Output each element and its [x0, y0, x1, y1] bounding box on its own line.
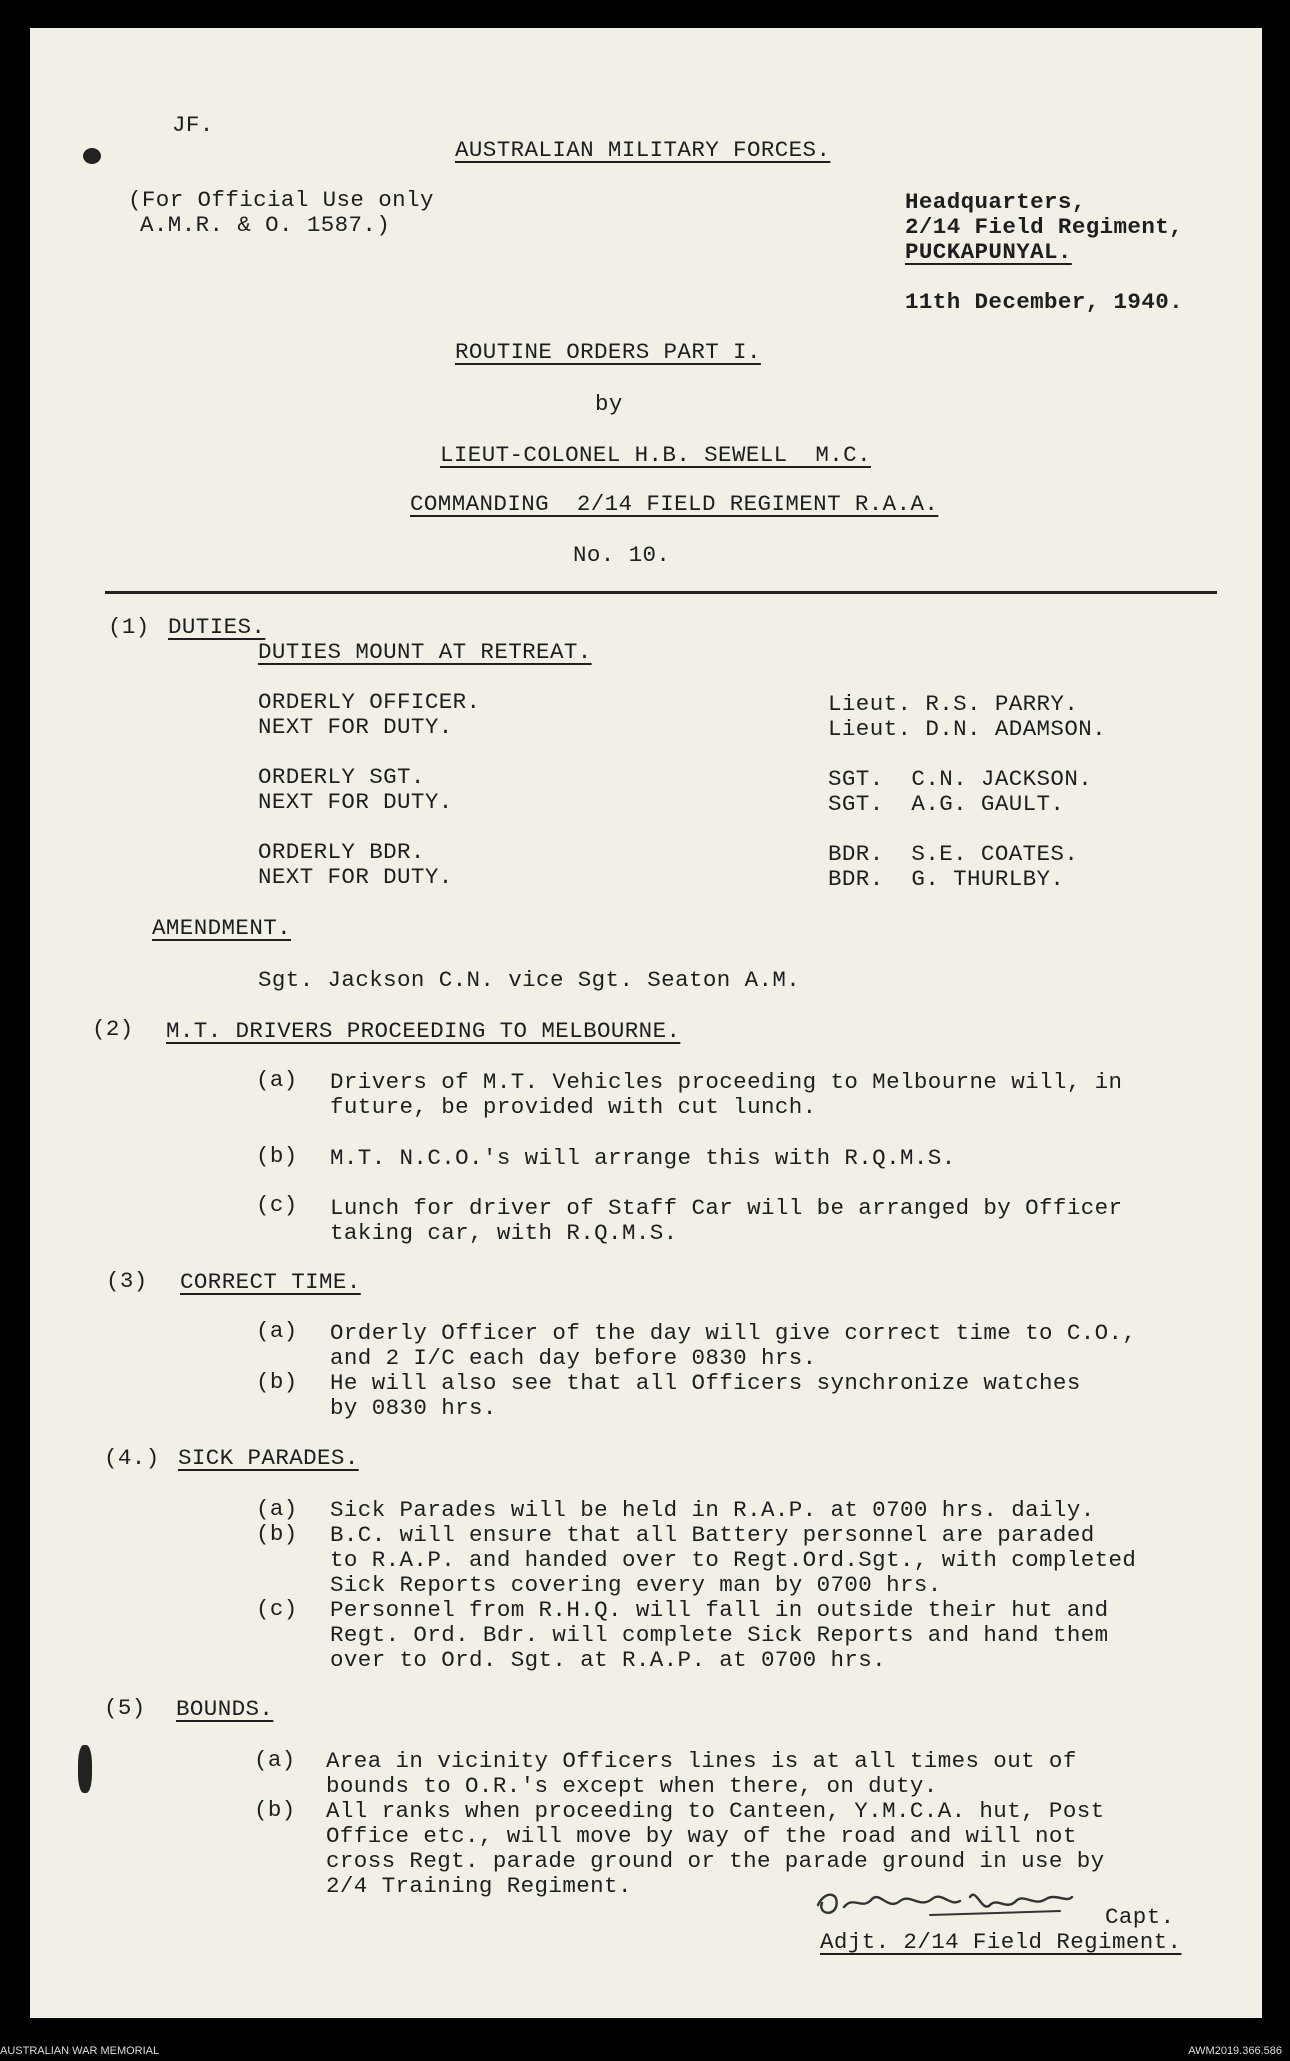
order-title: ROUTINE ORDERS PART I. [455, 339, 761, 365]
item-label: (a) [256, 1496, 298, 1522]
official-use-line2: A.M.R. & O. 1587.) [140, 212, 391, 238]
item-text: All ranks when proceeding to Canteen, Y.M.C.A. hut, Post [326, 1798, 1105, 1824]
section2-number: (2) [92, 1016, 134, 1042]
duty-name: SGT. C.N. JACKSON. [828, 766, 1093, 792]
section1-number: (1) [108, 614, 150, 640]
order-by: by [595, 391, 623, 417]
section1-heading: DUTIES. [168, 614, 266, 640]
punch-mark-bottom [78, 1745, 92, 1793]
duty-name: BDR. S.E. COATES. [828, 841, 1079, 867]
item-label: (c) [256, 1596, 298, 1622]
amendment-heading: AMENDMENT. [152, 915, 292, 941]
divider-rule [105, 591, 1217, 594]
item-text: to R.A.P. and handed over to Regt.Ord.Sgt., with completed [330, 1547, 1137, 1573]
item-text: bounds to O.R.'s except when there, on duty. [326, 1773, 938, 1799]
section2-heading: M.T. DRIVERS PROCEEDING TO MELBOURNE. [166, 1018, 681, 1044]
hq-line2: 2/14 Field Regiment, [905, 214, 1184, 240]
duty-role: NEXT FOR DUTY. [258, 789, 453, 815]
item-text: Sick Reports covering every man by 0700 hrs. [330, 1572, 942, 1598]
handwritten-signature [810, 1877, 1100, 1927]
duty-role: ORDERLY SGT. [258, 764, 425, 790]
item-text: by 0830 hrs. [330, 1395, 497, 1421]
section3-heading: CORRECT TIME. [180, 1269, 361, 1295]
item-text: Sick Parades will be held in R.A.P. at 0700 hrs. daily. [330, 1497, 1095, 1523]
section4-number: (4.) [104, 1445, 160, 1471]
regiment-line: COMMANDING 2/14 FIELD REGIMENT R.A.A. [410, 491, 939, 517]
item-label: (c) [256, 1192, 298, 1218]
archive-reference: AWM2019.366.586 [1188, 2045, 1282, 2057]
duty-role: NEXT FOR DUTY. [258, 714, 453, 740]
commanding-officer: LIEUT-COLONEL H.B. SEWELL M.C. [440, 442, 871, 468]
section5-number: (5) [104, 1695, 146, 1721]
item-text: Drivers of M.T. Vehicles proceeding to Melbourne will, in [330, 1069, 1123, 1095]
item-label: (b) [254, 1797, 296, 1823]
item-text: taking car, with R.Q.M.S. [330, 1220, 678, 1246]
official-use-line1: (For Official Use only [128, 187, 434, 213]
org-title: AUSTRALIAN MILITARY FORCES. [455, 137, 831, 163]
item-label: (a) [254, 1747, 296, 1773]
item-text: Personnel from R.H.Q. will fall in outside their hut and [330, 1597, 1109, 1623]
signatory-appointment: Adjt. 2/14 Field Regiment. [820, 1929, 1182, 1955]
archive-credit: AUSTRALIAN WAR MEMORIAL [0, 2045, 160, 2057]
duty-name: Lieut. R.S. PARRY. [828, 691, 1079, 717]
item-text: Orderly Officer of the day will give correct time to C.O., [330, 1320, 1137, 1346]
item-text: cross Regt. parade ground or the parade ground in use by [326, 1848, 1105, 1874]
item-text: B.C. will ensure that all Battery personnel are paraded [330, 1522, 1095, 1548]
item-text: Office etc., will move by way of the road and will not [326, 1823, 1077, 1849]
item-text: and 2 I/C each day before 0830 hrs. [330, 1345, 817, 1371]
item-text: Regt. Ord. Bdr. will complete Sick Reports and hand them [330, 1622, 1109, 1648]
duty-name: SGT. A.G. GAULT. [828, 791, 1065, 817]
section3-number: (3) [106, 1268, 148, 1294]
item-label: (b) [256, 1521, 298, 1547]
duty-role: ORDERLY BDR. [258, 839, 425, 865]
item-label: (a) [256, 1067, 298, 1093]
section4-heading: SICK PARADES. [178, 1445, 359, 1471]
order-number: No. 10. [573, 542, 671, 568]
item-text: over to Ord. Sgt. at R.A.P. at 0700 hrs. [330, 1647, 887, 1673]
item-label: (a) [256, 1318, 298, 1344]
duty-role: ORDERLY OFFICER. [258, 689, 481, 715]
item-text: 2/4 Training Regiment. [326, 1873, 632, 1899]
signatory-rank: Capt. [1105, 1904, 1175, 1930]
item-text: He will also see that all Officers synchronize watches [330, 1370, 1081, 1396]
item-text: Lunch for driver of Staff Car will be arranged by Officer [330, 1195, 1123, 1221]
section1-subheading: DUTIES MOUNT AT RETREAT. [258, 639, 592, 665]
hq-location: PUCKAPUNYAL. [905, 239, 1072, 265]
duty-name: BDR. G. THURLBY. [828, 866, 1065, 892]
duty-role: NEXT FOR DUTY. [258, 864, 453, 890]
hq-line1: Headquarters, [905, 189, 1086, 215]
item-label: (b) [256, 1143, 298, 1169]
item-text: future, be provided with cut lunch. [330, 1094, 817, 1120]
order-date: 11th December, 1940. [905, 289, 1184, 315]
amendment-text: Sgt. Jackson C.N. vice Sgt. Seaton A.M. [258, 967, 801, 993]
duty-name: Lieut. D.N. ADAMSON. [828, 716, 1107, 742]
punch-mark-top [83, 148, 101, 164]
item-text: M.T. N.C.O.'s will arrange this with R.Q.M.S. [330, 1145, 956, 1171]
item-label: (b) [256, 1369, 298, 1395]
section5-heading: BOUNDS. [176, 1696, 274, 1722]
item-text: Area in vicinity Officers lines is at all times out of [326, 1748, 1077, 1774]
file-initials: JF. [172, 112, 214, 138]
